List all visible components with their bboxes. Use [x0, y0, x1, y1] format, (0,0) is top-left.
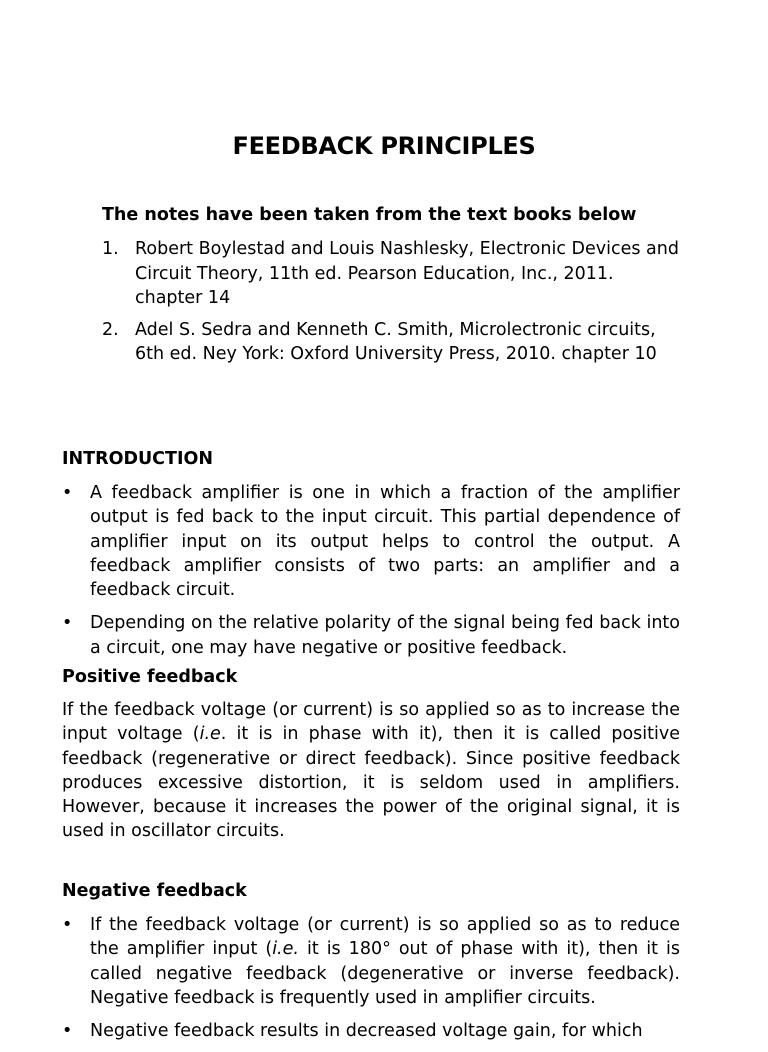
- negative-feedback-heading: Negative feedback: [62, 881, 247, 901]
- bullet-icon: •: [62, 1021, 73, 1042]
- reference-item: [102, 237, 682, 311]
- introduction-bullets: [62, 481, 680, 669]
- bullet-text: If the feedback voltage (or current) is so applied so as to reduce the amplifier input (: [90, 915, 680, 960]
- positive-feedback-paragraph: [62, 698, 680, 844]
- italic-text: i.e: [199, 724, 221, 745]
- bullet-text: Depending on the relative polarity of the signal being fed back into a circuit, one may have negative or positive feedback.: [90, 613, 680, 658]
- introduction-heading: INTRODUCTION: [62, 449, 213, 469]
- list-item: [62, 1019, 680, 1043]
- bullet-text: Negative feedback results in decreased voltage gain, for which: [90, 1021, 643, 1042]
- reference-text: Robert Boylestad and Louis Nashlesky, Electronic Devices and Circuit Theory, 11th ed. Pearson Education, Inc., 2011. chapter 14: [135, 239, 679, 308]
- reference-text: Adel S. Sedra and Kenneth C. Smith, Microlectronic circuits, 6th ed. Ney York: Oxford University Press, 2010. chapter 10: [135, 319, 657, 364]
- bullet-icon: •: [62, 613, 73, 634]
- negative-feedback-bullets: [62, 913, 680, 1052]
- paragraph-text: . it is in phase with it), then it is called positive feedback (regenerative or direct feedback). Since positive feedback produces excessive distortion, it is seldom used in amplifiers. However, because it increases the power of the original signal, it is used in oscillator circuits.: [62, 724, 681, 842]
- list-item: [62, 611, 680, 660]
- reference-item: [102, 318, 682, 367]
- positive-feedback-heading: Positive feedback: [62, 667, 238, 687]
- italic-text: i.e.: [272, 939, 299, 960]
- bullet-icon: •: [62, 915, 73, 935]
- list-item: [62, 913, 680, 1010]
- list-item: [62, 481, 680, 602]
- bullet-icon: •: [62, 483, 73, 503]
- bullet-text: A feedback amplifier is one in which a fraction of the amplifier output is fed back to the input circuit. This partial dependence of amplifier input on its output helps to control the output. A feedback amplifier consists of two parts: an amplifier and a feedback circuit.: [90, 483, 680, 601]
- page-title: FEEDBACK PRINCIPLES: [232, 132, 536, 160]
- references-list: [102, 237, 682, 374]
- bullet-text: it is 180° out of phase with it), then it is called negative feedback (degenerative or inverse feedback). Negative feedback is frequently used in amplifier circuits.: [90, 939, 680, 1008]
- reference-number: 2.: [102, 319, 119, 340]
- reference-number: 1.: [102, 239, 119, 259]
- references-heading: The notes have been taken from the text books below: [102, 205, 637, 225]
- paragraph-text: If the feedback voltage (or current) is so applied so as to increase the input voltage (: [62, 700, 680, 745]
